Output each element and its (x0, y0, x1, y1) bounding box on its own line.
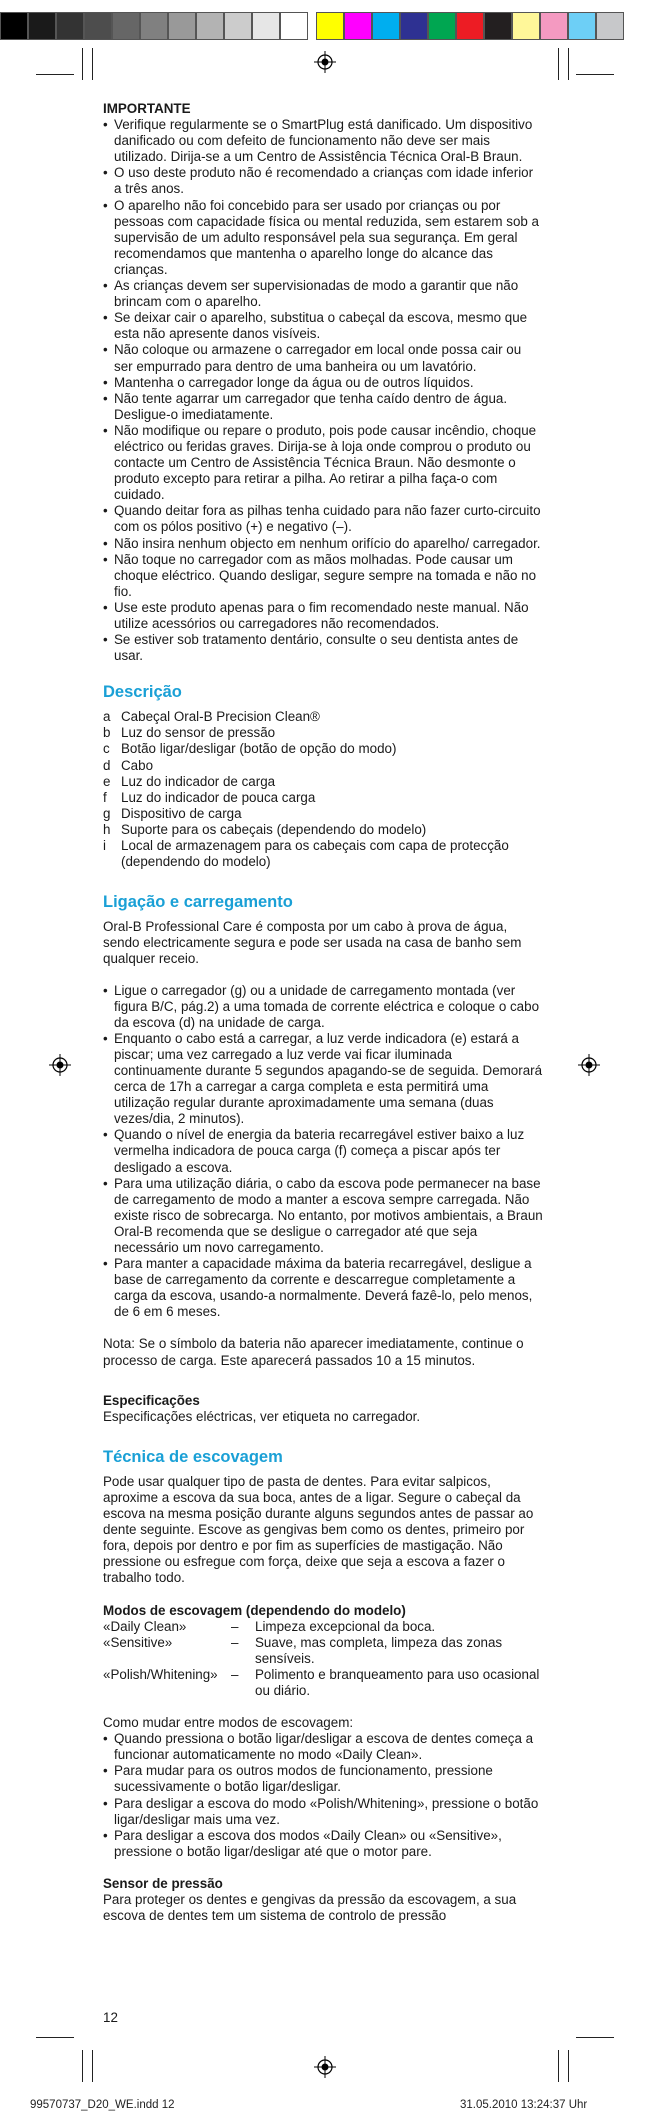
crop-mark (82, 2050, 83, 2082)
color-swatch (596, 12, 624, 40)
list-item: a Cabeçal Oral-B Precision Clean® (103, 709, 320, 725)
list-item: • Não coloque ou armazene o carregador em local onde possa cair ou ser empurrado para dentro de uma banheira ou um lavatório. (103, 342, 543, 374)
crop-mark (576, 2037, 614, 2038)
list-item: • O uso deste produto não é recomendado a crianças com idade inferior a três anos. (103, 165, 543, 197)
registration-mark-icon (578, 1054, 600, 1076)
list-item: d Cabo (103, 757, 154, 773)
especificacoes-heading: Especificações (103, 1392, 200, 1408)
list-item: h Suporte para os cabeçais (dependendo do modelo) (103, 821, 427, 837)
list-item: • Para uma utilização diária, o cabo da escova pode permanecer na base de carregamento de modo a manter a escova sempre carregada. Não existe risco de sobrecarga. No entanto, por motivos ambientais, a Braun Oral-B recomenda que se desligue o carregador até que seja necessário um novo carregamento. (103, 1176, 543, 1256)
mode-desc: Suave, mas completa, limpeza das zonas sensíveis. (255, 1634, 503, 1666)
descricao-list (103, 709, 543, 870)
importante-list (103, 117, 543, 664)
sensor-section (103, 1876, 543, 1924)
list-item: g Dispositivo de carga (103, 805, 242, 821)
ligacao-intro: Oral-B Professional Care é composta por um cabo à prova de água, sendo electricamente segura e pode ser usada na casa de banho sem qualquer receio. (103, 919, 522, 967)
list-item: f Luz do indicador de pouca carga (103, 789, 316, 805)
color-swatch (0, 12, 28, 40)
color-swatch (512, 12, 540, 40)
tecnica-heading: Técnica de escovagem (103, 1447, 283, 1466)
list-item: • Se deixar cair o aparelho, substitua o cabeçal da escova, mesmo que esta não apresente danos visíveis. (103, 310, 543, 342)
list-item: • Use este produto apenas para o fim recomendado neste manual. Não utilize acessórios ou carregadores não recomendados. (103, 600, 543, 632)
crop-mark (558, 48, 559, 80)
color-swatch (224, 12, 252, 40)
list-item: • Não tente agarrar um carregador que tenha caído dentro de água. Desligue-o imediatamente. (103, 391, 543, 423)
list-item: • Para desligar a escova do modo «Polish/Whitening», pressione o botão ligar/desligar mais uma vez. (103, 1796, 543, 1828)
color-swatch (28, 12, 56, 40)
list-item: • O aparelho não foi concebido para ser usado por crianças ou por pessoas com capacidade física ou mental reduzida, sem estarem sob a supervisão de um adulto responsável pela sua segurança. Em geral recomendamos que mantenha o aparelho longe do alcance das crianças. (103, 198, 543, 278)
color-swatch (428, 12, 456, 40)
color-swatch (568, 12, 596, 40)
color-swatch (84, 12, 112, 40)
crop-mark (36, 74, 74, 75)
ligacao-section (103, 892, 543, 1368)
mode-desc: Polimento e branqueamento para uso ocasional ou diário. (255, 1666, 540, 1698)
mode-desc: Limpeza excepcional da boca. (255, 1618, 436, 1634)
color-swatch (196, 12, 224, 40)
descricao-section (103, 682, 543, 870)
list-item: • Verifique regularmente se o SmartPlug está danificado. Um dispositivo danificado ou com defeito de funcionamento não deve ser mais utilizado. Dirija-se a um Centro de Assistência Técnica Oral-B Braun. (103, 117, 543, 165)
ligacao-heading: Ligação e carregamento (103, 893, 293, 912)
ligacao-nota: Nota: Se o símbolo da bateria não aparecer imediatamente, continue o processo de carga. Este aparecerá passados 10 a 15 minutos. (103, 1336, 524, 1368)
color-swatch (484, 12, 512, 40)
list-item: b Luz do sensor de pressão (103, 725, 276, 741)
list-item: • Quando pressiona o botão ligar/desligar a escova de dentes começa a funcionar automaticamente no modo «Daily Clean». (103, 1731, 543, 1763)
color-swatch (168, 12, 196, 40)
list-item: • Para manter a capacidade máxima da bateria recarregável, desligue a base de carregamento da corrente e descarregue completamente a carga da escova, usando-a normalmente. Deverá fazê-lo, pelo menos, de 6 em 6 meses. (103, 1256, 543, 1320)
list-item: • Mantenha o carregador longe da água ou de outros líquidos. (103, 375, 543, 391)
crop-mark (36, 2037, 74, 2038)
crop-mark (92, 2050, 93, 2082)
mudar-section (103, 1715, 543, 1860)
modos-section (103, 1603, 543, 1700)
list-item: • As crianças devem ser supervisionadas de modo a garantir que não brincam com o aparelho. (103, 278, 543, 310)
sensor-heading: Sensor de pressão (103, 1875, 223, 1891)
color-swatch (112, 12, 140, 40)
color-swatch (456, 12, 484, 40)
color-swatch (280, 12, 308, 40)
importante-heading: IMPORTANTE (103, 101, 191, 116)
especificacoes-text: Especificações eléctricas, ver etiqueta no carregador. (103, 1408, 421, 1424)
crop-mark (92, 48, 93, 80)
manual-page-content (103, 101, 543, 1924)
tecnica-section (103, 1447, 543, 1587)
mode-name: «Polish/Whitening» (103, 1666, 218, 1682)
list-item: • Quando deitar fora as pilhas tenha cuidado para não fazer curto-circuito com os pólos positivo (+) e negativo (–). (103, 503, 543, 535)
list-item: • Quando o nível de energia da bateria recarregável estiver baixo a luz vermelha indicadora de pouca carga (f) começa a piscar após ter desligado a escova. (103, 1127, 543, 1175)
color-swatch (400, 12, 428, 40)
color-swatch (316, 12, 344, 40)
list-item: • Não modifique ou repare o produto, pois pode causar incêndio, choque eléctrico ou feridas graves. Dirija-se à loja onde comprou o produto ou contacte um Centro de Assistência Técnica Braun. Não desmonte o produto excepto para retirar a pilha. Ao retirar a pilha faça-o com cuidado. (103, 423, 543, 503)
modos-heading: Modos de escovagem (dependendo do modelo) (103, 1602, 406, 1618)
list-item: • Enquanto o cabo está a carregar, a luz verde indicadora (e) estará a piscar; uma vez carregado a luz verde vai ficar iluminada continuamente durante 5 segundos apagando-se de seguida. Demorará cerca de 17h a carregar a carga completa e esta permitirá uma utilização regular durante aproximadamente uma semana (duas vezes/dia, 2 minutos). (103, 1031, 543, 1128)
list-item: • Não toque no carregador com as mãos molhadas. Pode causar um choque eléctrico. Quando desligar, segure sempre na tomada e não no fio. (103, 552, 543, 600)
color-swatch (372, 12, 400, 40)
mode-name: «Sensitive» (103, 1634, 173, 1650)
tecnica-text: Pode usar qualquer tipo de pasta de dentes. Para evitar salpicos, aproxime a escova da sua boca, antes de a ligar. Segure o cabeçal da escova na mesma posição durante alguns segundos antes de passar ao dente seguinte. Escove as gengivas bem como os dentes, primeiro por fora, depois por dentro e por fim as superfícies de mastigação. Não pressione ou esfregue com força, deixe que seja a escova a fazer o trabalho todo. (103, 1473, 534, 1586)
mudar-intro: Como mudar entre modos de escovagem: (103, 1715, 354, 1731)
registration-mark-icon (314, 51, 336, 73)
mode-dash: – (231, 1666, 239, 1682)
mode-dash: – (231, 1634, 239, 1650)
crop-mark (568, 48, 569, 80)
color-swatch (344, 12, 372, 40)
crop-mark (576, 74, 614, 75)
list-item: c Botão ligar/desligar (botão de opção do modo) (103, 741, 397, 757)
mudar-list (103, 1731, 543, 1860)
crop-mark (82, 48, 83, 80)
list-item: e Luz do indicador de carga (103, 773, 276, 789)
mode-name: «Daily Clean» (103, 1618, 187, 1634)
mode-dash: – (231, 1618, 239, 1634)
list-item: • Para desligar a escova dos modos «Daily Clean» ou «Sensitive», pressione o botão ligar/desligar até que o motor pare. (103, 1828, 543, 1860)
list-item: • Para mudar para os outros modos de funcionamento, pressione sucessivamente o botão ligar/desligar. (103, 1763, 543, 1795)
registration-mark-icon (49, 1054, 71, 1076)
list-item: • Não insira nenhum objecto em nenhum orifício do aparelho/ carregador. (103, 536, 543, 552)
especificacoes-section (103, 1393, 543, 1425)
crop-mark (558, 2050, 559, 2082)
page-number: 12 (103, 2010, 118, 2025)
footer-file: 99570737_D20_WE.indd 12 (30, 2099, 175, 2111)
footer-date: 31.05.2010 13:24:37 Uhr (460, 2099, 588, 2111)
registration-mark-icon (314, 2056, 336, 2078)
importante-section (103, 101, 543, 664)
modos-table (103, 1619, 543, 1699)
color-swatch (540, 12, 568, 40)
descricao-heading: Descrição (103, 683, 182, 702)
list-item: • Ligue o carregador (g) ou a unidade de carregamento montada (ver figura B/C, pág.2) a uma tomada de corrente eléctrica e coloque o cabo da escova (d) na unidade de carga. (103, 983, 543, 1031)
list-item: • Se estiver sob tratamento dentário, consulte o seu dentista antes de usar. (103, 632, 543, 664)
ligacao-list (103, 983, 543, 1321)
color-swatch (56, 12, 84, 40)
color-swatch (140, 12, 168, 40)
crop-mark (568, 2050, 569, 2082)
sensor-text: Para proteger os dentes e gengivas da pressão da escovagem, a sua escova de dentes tem um sistema de controlo de pressão (103, 1892, 517, 1924)
color-swatch (252, 12, 280, 40)
color-calibration-bar (0, 12, 624, 40)
list-item: i Local de armazenagem para os cabeçais com capa de protecção (dependendo do modelo) (103, 838, 509, 870)
